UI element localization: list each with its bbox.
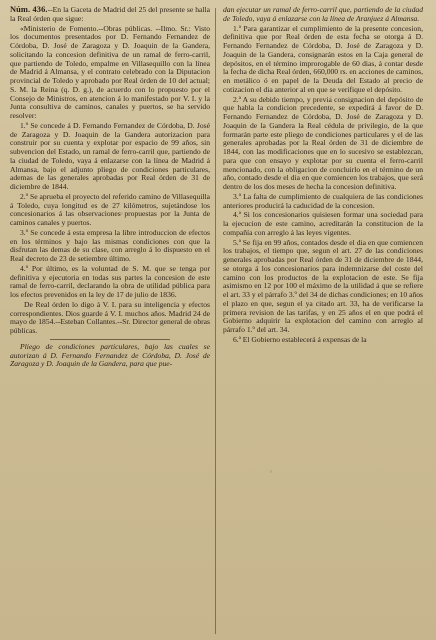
paper-speck — [330, 96, 332, 98]
column-divider — [215, 8, 216, 634]
decree-paragraph-1: «Ministerio de Fomento.--Obras públicas. --Ilmo. Sr.: Visto los documentos presentados por D. Fernando Fernandez de Córdoba, D. José de Zaragoza y D. Joaquin de la Gandera, solicitando la concesion definitiva de un ramal de ferro-carril, que partiendo de Toledo, empalme en Villasequillo con la línea de Madrid á Almansa, y el contrato celebrado con la Diputacion provincial de Toledo y aprobado por Real órden de 10 del actual; S. M. la Reina (q. D. g.), de acuerdo con lo propuesto por el Consejo de Ministros, en atencion á lo manifestado por V. I. y la Junta consultiva de caminos, canales y puertos, se ha servido resolver: — [10, 23, 210, 120]
condition-paragraph-1: 1.ª Para garantizar el cumplimiento de la presente concesion, definitiva que por Real órden de esta fecha se otorga á D. Fernando Fernandez de Córdoba, D. José de Zaragoza y D. Joaquin de la Gandera, consignarán estos en la Caja general de depósitos, en el término improrogable de 60 dias, á contar desde la fecha de dicha Real órden, 660,000 rs. en acciones de caminos, en metálico ó en papel de la Deuda del Estado al precio de cotizacion el dia anterior al en que se verifique el depósito. — [223, 23, 423, 94]
condition-paragraph-6: 6.ª El Gobierno establecerá á expensas de la — [233, 334, 367, 344]
decree-paragraph-3: 2.º Se aprueba el proyecto del referido camino de Villasequilla á Toledo, cuya longitud es de 27 kilómetros, sujetándose los concesionarios á las observaciones propuestas por la Junta de caminos canales y puertos. — [10, 191, 210, 227]
left-column — [10, 6, 210, 636]
right-column — [223, 6, 423, 636]
section-divider — [50, 339, 170, 340]
condition-paragraph-5: 5.ª Se fija en 99 años, contados desde el dia en que comiencen los trabajos, el tiempo que, segun el art. 27 de las condiciones generales aprobadas por Real órden de 31 de diciembre de 1844, se otorga á los concesionarios para indemnizarse del coste del camino con los productos de la explotacion de este. Se fija asimismo en 12 por 100 el máximo de la utilidad á que se refiere el art. 33 y el párrafo 3.º del 34 de dichas condiciones; en 10 años el plazo en que, segun el ya citado art. 33, ha de verificarse la primera revision de las tarifas, y en 25 años el en que podrá el Gobierno adquirir la explotacion del camino con arreglo al párrafo 1.º del art. 34. — [223, 237, 423, 334]
decree-paragraph-4: 3.º Se concede á esta empresa la libre introduccion de efectos en los términos y bajo las mismas condiciones con que la disfrutan las demas de su clase, con arreglo á lo dispuesto en el Real decreto de 23 de setiembre último. — [10, 227, 210, 263]
pliego-title: Pliego de condiciones particulares, bajo las cuales se autorizan á D. Fernando Fernandez de Córdoba, D. José de Zaragoza y D. Joaquin de la Gandera, para que pue- — [10, 341, 210, 369]
paper-speck — [120, 212, 123, 215]
condition-paragraph-3: 3.ª La falta de cumplimiento de cualquiera de las condiciones anteriores producirá la caducidad de la concesion. — [223, 191, 423, 210]
issue-header — [10, 6, 210, 24]
decree-signature-paragraph: De Real órden lo digo á V. I. para su inteligencia y efectos correspondientes. Dios guarde á V. I. muchos años. Madrid 24 de mayo de 1854.--Esteban Collantes.--Sr. Director general de obras públicas. — [10, 299, 210, 335]
pliego-title-continuation: dan ejecutar un ramal de ferro-carril que, partiendo de la ciudad de Toledo, vaya á enlazarse con la línea de Aranjuez á Almansa. — [223, 6, 423, 23]
issue-number: Núm. 436. — [10, 6, 48, 14]
decree-paragraph-5: 4.º Por último, es la voluntad de S. M. que se tenga por definitiva y ejecutoria en todas sus partes la concesion de este ramal de ferro-carril, declarando la obra de utilidad pública para los efectos prevenidos en la ley de 17 de julio de 1836. — [10, 263, 210, 299]
condition-paragraph-2: 2.ª A su debido tiempo, y previa consignacion del depósito de que habla la condicion precedente, se expedirá á favor de D. Fernando Fernandez de Córdoba, D. José de Zaragoza y D. Joaquin de la Gandera la Real cédula de privilegio, de la que formarán parte este pliego de condiciones particulares y el de las generales aprobadas por la Real órden de 31 de diciembre de 1844, con las modificaciones que en lo sucesivo se establezcan, para que con ensayo y explotar por su cuenta el ferro-carril mencionado, con la obligacion de concluirlo en el término de un año, contado desde el dia en que comiencen los trabajos, que será dentro de los dos meses de hecha la concesion definitiva. — [223, 94, 423, 191]
condition-paragraph-4: 4.ª Si los concesionarios quisiesen formar una sociedad para la ejecucion de este camino, acreditarán la constitucion de la compañía con arreglo á las leyes vigentes. — [223, 210, 423, 237]
decree-paragraph-2: 1.º Se concede á D. Fernando Fernandez de Córdoba, D. José de Zaragoza y D. Joaquin de la Gandera autorizacion para construir por su cuenta y explotar por espacio de 99 años, sin subvencion del Estado, un ramal de ferro-carril que, partiendo de la ciudad de Toledo, vaya á enlazarse con la línea de Madrid á Almansa, bajo el adjunto pliego de condiciones particulares, ademas de las generales aprobadas por Real órden de 31 de diciembre de 1844. — [10, 120, 210, 191]
paper-speck — [270, 470, 272, 473]
issue-intro: --En la Gaceta de Madrid del 25 del presente se halla la Real órden que sigue: — [10, 6, 210, 23]
